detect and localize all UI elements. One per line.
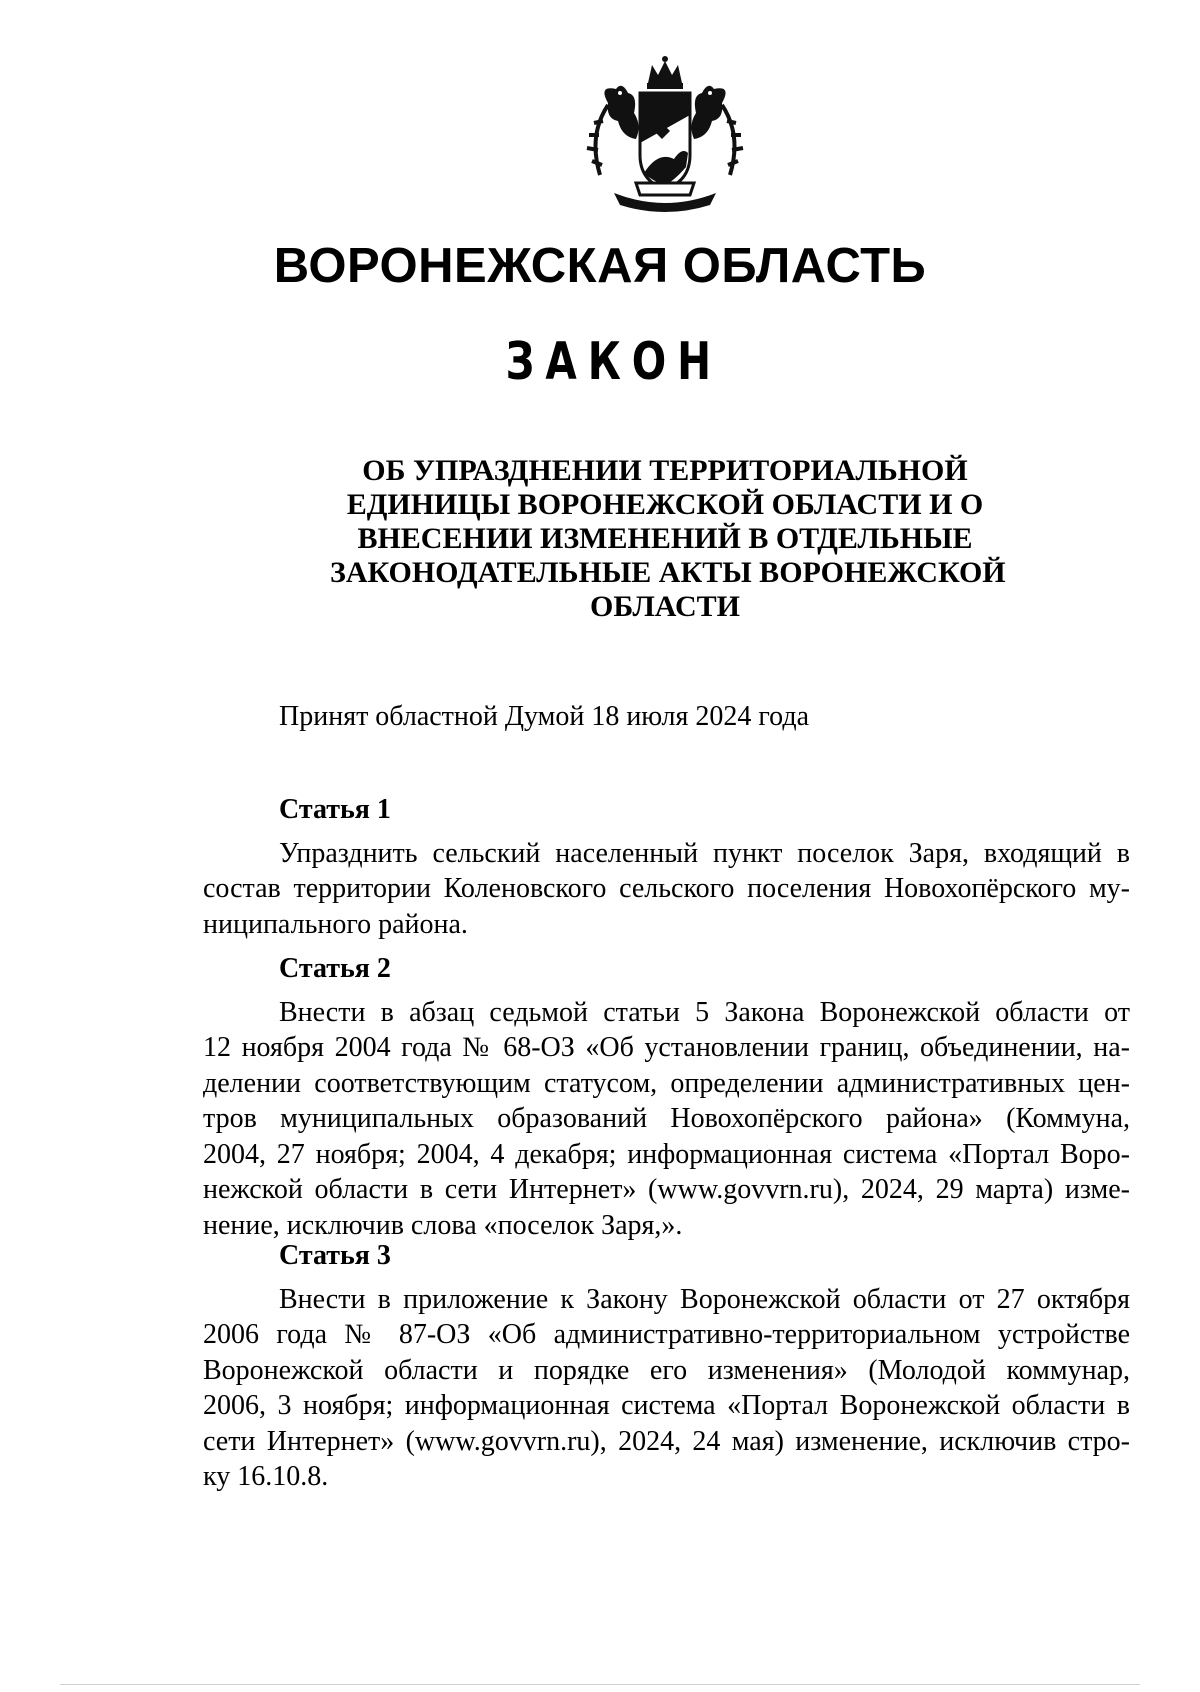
article-text-line: 2004, 27 ноября; 2004, 4 декабря; информационная система «Портал Воро- — [203, 1138, 1130, 1170]
subject-line: ЕДИНИЦЫ ВОРОНЕЖСКОЙ ОБЛАСТИ И О — [346, 488, 984, 521]
article-text-line: 2006, 3 ноября; информационная система «Портал Воронежской области в — [203, 1390, 1130, 1421]
article-text-line: 12 ноября 2004 года № 68-ОЗ «Об установлении границ, объединении, на- — [203, 1032, 1130, 1063]
subject-line: ЗАКОНОДАТЕЛЬНЫЕ АКТЫ ВОРОНЕЖСКОЙ — [330, 556, 1006, 589]
article-heading: Статья 3 — [279, 1240, 391, 1271]
article-text-line: состав территории Коленовского сельского поселения Новохопёрского му- — [203, 873, 1130, 904]
article-text-line: нение, исключив слова «поселок Заря,». — [203, 1209, 683, 1241]
law-subject-title — [330, 454, 1006, 624]
article-text-line: сети Интернет» (www.govvrn.ru), 2024, 24 мая) изменение, исключив стро- — [203, 1425, 1130, 1457]
page-bottom-rule — [60, 1684, 1140, 1685]
article-text-line: Воронежской области и порядке его изменения» (Молодой коммунар, — [203, 1354, 1130, 1386]
subject-line: ОБ УПРАЗДНЕНИИ ТЕРРИТОРИАЛЬНОЙ — [362, 454, 968, 487]
article-text-line: ниципального района. — [203, 908, 468, 940]
article-3 — [203, 1238, 1130, 1495]
coat-of-arms-icon — [578, 55, 752, 215]
article-text-line: ку 16.10.8. — [203, 1461, 329, 1492]
article-text-line: Упразднить сельский населенный пункт поселок Заря, входящий в — [279, 837, 1130, 869]
article-text-line: 2006 года № 87-ОЗ «Об административно-территориальном устройстве — [203, 1319, 1130, 1350]
article-text-line: тров муниципальных образований Новохопёрского района» (Коммуна, — [203, 1103, 1130, 1134]
article-text-line: Внести в абзац седьмой статьи 5 Закона Воронежской области от — [279, 996, 1130, 1028]
article-text-line: нежской области в сети Интернет» (www.govvrn.ru), 2024, 29 марта) изме- — [203, 1174, 1130, 1205]
article-text-line: делении соответствующим статусом, определении административных цен- — [203, 1067, 1130, 1099]
region-title: ВОРОНЕЖСКАЯ ОБЛАСТЬ — [273, 239, 927, 293]
article-heading: Статья 1 — [279, 794, 391, 825]
adoption-note: Принят областной Думой 18 июля 2024 года — [279, 701, 810, 732]
article-text-line: Внести в приложение к Закону Воронежской области от 27 октября — [279, 1283, 1130, 1315]
article-1 — [203, 792, 1130, 942]
document-type-title: ЗАКОН — [505, 332, 723, 392]
subject-line: ОБЛАСТИ — [590, 590, 740, 623]
article-2 — [203, 951, 1130, 1243]
subject-line: ВНЕСЕНИИ ИЗМЕНЕНИЙ В ОТДЕЛЬНЫЕ — [357, 522, 973, 555]
article-heading: Статья 2 — [279, 953, 391, 984]
